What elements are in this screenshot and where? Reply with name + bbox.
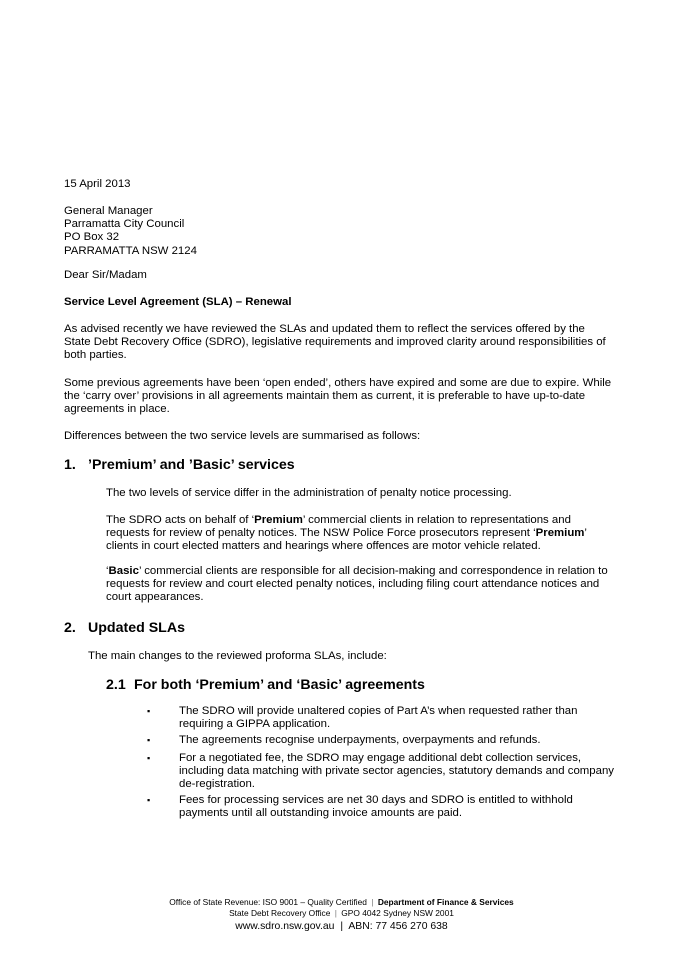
text-line bbox=[106, 527, 587, 540]
text-span: ’ bbox=[584, 527, 587, 540]
bullet-icon: ▪ bbox=[147, 795, 151, 805]
text-line: both parties. bbox=[64, 349, 127, 362]
list-item bbox=[0, 705, 683, 732]
bold-text: Premium bbox=[254, 514, 303, 526]
bullet-icon: ▪ bbox=[147, 735, 151, 745]
text-line: de-registration. bbox=[179, 778, 255, 791]
footer-separator: | bbox=[371, 897, 374, 907]
text-line: court appearances. bbox=[106, 591, 204, 604]
text-line: agreements in place. bbox=[64, 403, 170, 416]
text-line: clients in court elected matters and hearings where offences are motor vehicle related. bbox=[106, 540, 541, 553]
list-item bbox=[0, 752, 683, 792]
section-number: 2. bbox=[64, 620, 76, 636]
section-heading bbox=[64, 457, 295, 473]
footer-abn: ABN: 77 456 270 638 bbox=[348, 921, 448, 932]
subsection-heading bbox=[106, 677, 425, 693]
subsection-number: 2.1 bbox=[106, 677, 126, 693]
subject-line: Service Level Agreement (SLA) – Renewal bbox=[64, 296, 292, 308]
subsection-title: For both ‘Premium’ and ‘Basic’ agreements bbox=[134, 677, 425, 693]
text-span: ’ commercial clients in relation to representations and bbox=[302, 514, 571, 526]
text-span: The SDRO acts on behalf of ‘ bbox=[106, 514, 255, 526]
text-line: Fees for processing services are net 30 days and SDRO is entitled to withhold bbox=[179, 794, 573, 806]
footer-line bbox=[0, 908, 683, 919]
text-line: The agreements recognise underpayments, overpayments and refunds. bbox=[179, 734, 541, 746]
footer-separator: | bbox=[340, 921, 344, 932]
footer-text: State Debt Recovery Office bbox=[229, 908, 331, 918]
bold-text: Premium bbox=[535, 527, 585, 540]
section2-intro: The main changes to the reviewed proforma SLAs, include: bbox=[88, 650, 387, 662]
text-line bbox=[106, 514, 587, 527]
text-line: including data matching with private sector agencies, statutory demands and company bbox=[179, 765, 614, 778]
section-title: ’Premium’ and ’Basic’ services bbox=[88, 457, 295, 473]
list-item bbox=[0, 734, 683, 748]
footer-line bbox=[0, 920, 683, 934]
text-line: requiring a GIPPA application. bbox=[179, 718, 331, 731]
text-span: requests for review of penalty notices. The NSW Police Force prosecutors represent ‘ bbox=[106, 527, 536, 540]
address-line: General Manager bbox=[64, 205, 153, 217]
address-line: Parramatta City Council bbox=[64, 218, 185, 231]
section-number: 1. bbox=[64, 457, 76, 473]
text-line: the ‘carry over’ provisions in all agreements maintain them as current, it is preferable to have up-to-date bbox=[64, 390, 586, 403]
address-line: PARRAMATTA NSW 2124 bbox=[64, 244, 197, 257]
intro-paragraph bbox=[64, 323, 606, 363]
text-line: payments until all outstanding invoice amounts are paid. bbox=[179, 807, 463, 820]
recipient-address bbox=[64, 205, 197, 258]
letter-date: 15 April 2013 bbox=[64, 178, 131, 190]
text-span: ‘ bbox=[106, 565, 109, 577]
bold-text: Basic bbox=[108, 565, 139, 577]
section1-paragraph bbox=[106, 514, 587, 554]
footer-separator: | bbox=[334, 908, 337, 918]
section-heading bbox=[64, 620, 185, 636]
text-line: requests for review and court elected penalty notices, including filing court attendance notices and bbox=[106, 578, 600, 591]
intro-paragraph bbox=[64, 377, 611, 417]
text-line: As advised recently we have reviewed the SLAs and updated them to reflect the services offered by the bbox=[64, 323, 585, 335]
footer-line bbox=[0, 897, 683, 908]
text-line bbox=[106, 565, 608, 578]
footer-department: Department of Finance & Services bbox=[377, 897, 514, 907]
bullet-list bbox=[0, 705, 683, 821]
footer bbox=[0, 897, 683, 934]
bullet-icon: ▪ bbox=[147, 753, 151, 763]
section1-paragraph: The two levels of service differ in the administration of penalty notice processing. bbox=[106, 487, 512, 499]
list-item bbox=[0, 794, 683, 821]
footer-website: www.sdro.nsw.gov.au bbox=[235, 921, 335, 932]
text-line: State Debt Recovery Office (SDRO), legislative requirements and improved clarity around responsibilities of bbox=[64, 336, 606, 349]
section1-paragraph bbox=[106, 565, 608, 605]
text-line: For a negotiated fee, the SDRO may engage additional debt collection services, bbox=[179, 752, 582, 764]
footer-text: GPO 4042 Sydney NSW 2001 bbox=[341, 908, 454, 918]
intro-paragraph: Differences between the two service levels are summarised as follows: bbox=[64, 430, 421, 442]
text-line: The SDRO will provide unaltered copies of Part A’s when requested rather than bbox=[179, 705, 578, 717]
salutation: Dear Sir/Madam bbox=[64, 269, 147, 281]
bullet-icon: ▪ bbox=[147, 706, 151, 716]
address-line: PO Box 32 bbox=[64, 231, 120, 244]
section-title: Updated SLAs bbox=[88, 620, 185, 636]
text-span: ’ commercial clients are responsible for all decision-making and correspondence in relation to bbox=[138, 565, 608, 577]
text-line: Some previous agreements have been ‘open ended’, others have expired and some are due to expire. While bbox=[64, 377, 612, 389]
footer-text: Office of State Revenue: ISO 9001 – Quality Certified bbox=[169, 897, 367, 907]
